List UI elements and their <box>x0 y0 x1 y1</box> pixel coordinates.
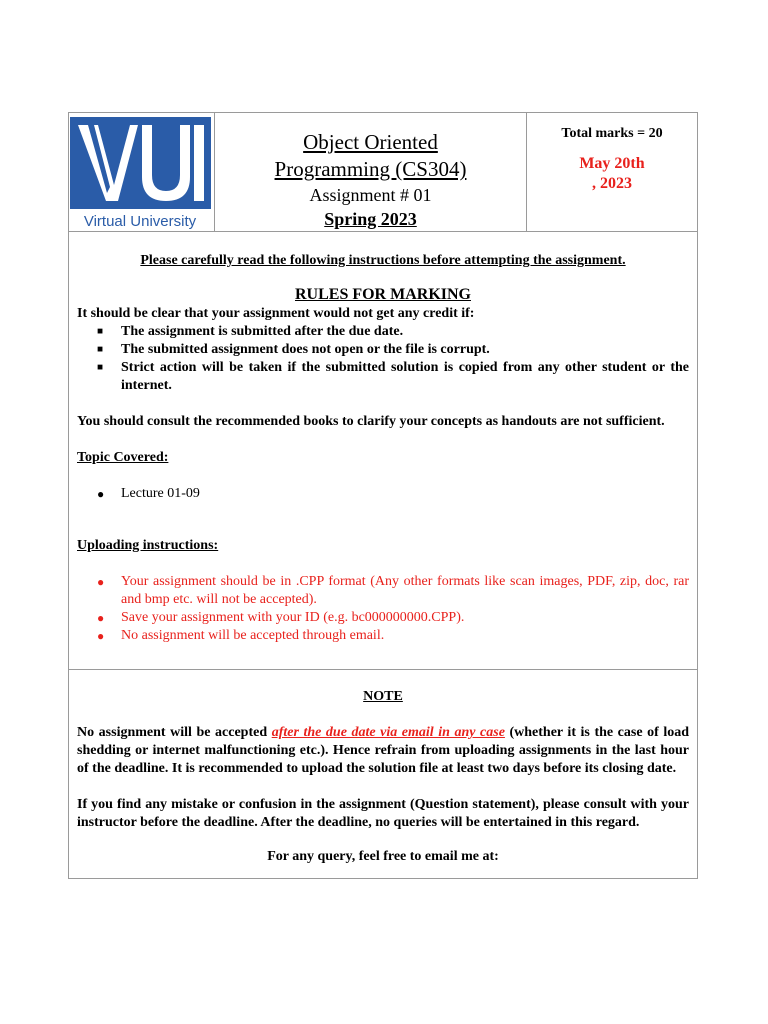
vu-logo <box>70 117 211 231</box>
square-bullet-icon: ■ <box>97 344 104 355</box>
assignment-document <box>68 112 698 879</box>
consult-text: You should consult the recommended books to clarify your concepts as handouts are not sufficient. <box>77 414 665 429</box>
assignment-number: Assignment # 01 <box>309 185 432 205</box>
uploading-label: Uploading instructions: <box>77 538 219 553</box>
round-bullet-icon: ● <box>97 575 105 589</box>
note-paragraph-3: For any query, feel free to email me at: <box>267 849 499 864</box>
course-title-line2: Programming (CS304) <box>274 157 467 181</box>
note-paragraph-1: No assignment will be accepted after the due date via email in any case (whether it is the case of load shedding or internet malfunctioning etc.). Hence refrain from uploading assignments in the last hour of the deadline. It is recommended to upload the solution file at least two days before its closing date. <box>77 725 689 776</box>
note-emphasis: after the due date via email in any case <box>271 725 505 740</box>
note-paragraph-2: If you find any mistake or confusion in the assignment (Question statement), please consult with your instructor before the deadline. After the deadline, no queries will be entertained in this regard. <box>77 797 689 830</box>
vu-logo-graphic <box>70 117 211 231</box>
note-section <box>69 670 697 878</box>
list-item: ● Lecture 01-09 <box>97 486 200 501</box>
marks-cell <box>527 113 697 231</box>
round-bullet-icon: ● <box>97 487 105 501</box>
due-date-line2: , 2023 <box>592 175 632 192</box>
topic-list <box>77 485 689 503</box>
list-item: ● Your assignment should be in .CPP format (Any other formats like scan images, PDF, zip, doc, rar and bmp etc. will not be accepted). <box>97 574 689 607</box>
header-table <box>69 113 697 232</box>
due-date-line1: May 20th <box>579 155 645 172</box>
list-item: ■ The submitted assignment does not open or the file is corrupt. <box>97 342 490 357</box>
rules-title: RULES FOR MARKING <box>294 286 471 303</box>
note-title: NOTE <box>363 689 403 704</box>
square-bullet-icon: ■ <box>97 362 104 373</box>
logo-cell <box>69 113 215 231</box>
topic-label: Topic Covered: <box>77 450 169 465</box>
round-bullet-icon: ● <box>97 611 105 625</box>
instructions-heading: Please carefully read the following instructions before attempting the assignment. <box>140 253 626 268</box>
semester: Spring 2023 <box>324 209 417 229</box>
round-bullet-icon: ● <box>97 629 105 643</box>
list-item: ● No assignment will be accepted through email. <box>97 628 385 643</box>
course-title-line1: Object Oriented <box>303 130 438 154</box>
list-item: ■ The assignment is submitted after the due date. <box>97 324 404 339</box>
uploading-list <box>77 573 689 645</box>
square-bullet-icon: ■ <box>97 326 104 337</box>
logo-text: Virtual University <box>83 213 197 230</box>
list-item: ■ Strict action will be taken if the submitted solution is copied from any other student or the internet. <box>97 360 689 393</box>
instructions-section <box>69 232 697 670</box>
title-cell <box>215 113 527 231</box>
rules-list <box>77 323 689 395</box>
due-date <box>527 154 697 194</box>
list-item: ● Save your assignment with your ID (e.g. bc000000000.CPP). <box>97 610 465 625</box>
rules-intro: It should be clear that your assignment would not get any credit if: <box>77 306 475 321</box>
total-marks: Total marks = 20 <box>561 126 663 141</box>
